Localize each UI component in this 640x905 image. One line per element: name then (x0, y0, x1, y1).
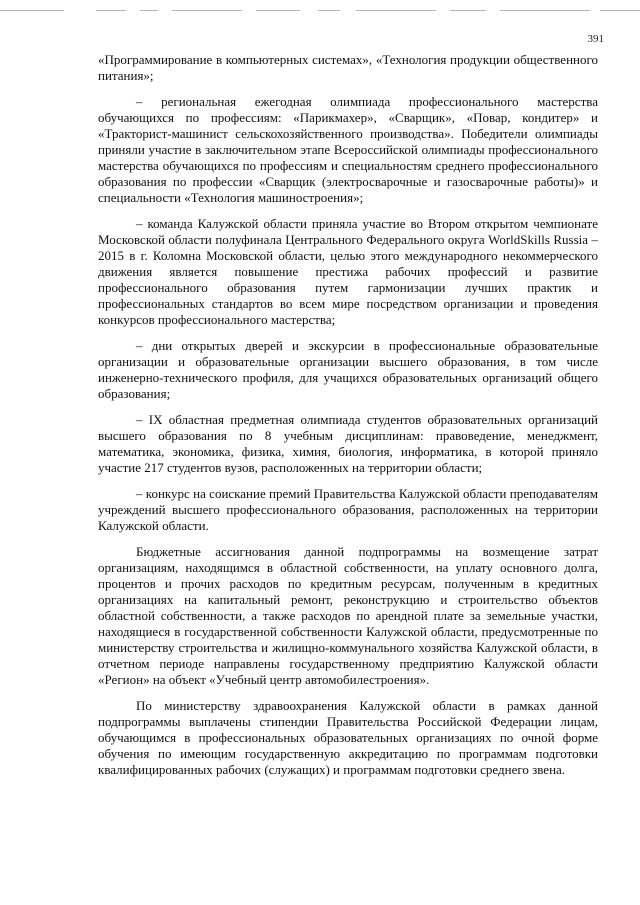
page-number: 391 (587, 33, 604, 45)
paragraph-open-days: – дни открытых дверей и экскурсии в профессиональные образовательные организации и образовательные организации высшего образования, в том числе инженерно-технического профиля, для учащихся образовательных организаций общего образования; (98, 338, 598, 401)
paragraph-budget-allocations: Бюджетные ассигнования данной подпрограммы на возмещение затрат организациям, находящимся в областной собственности, на уплату основного долга, процентов и прочих расходов по кредитным ресурсам, полученным в кредитных организациях на капитальный ремонт, реконструкцию и строительство объектов областной собственности, а также расходов по арендной плате за земельные участки, находящиеся в государственной собственности Калужской области, предусмотренные по министерству строительства и жилищно-коммунального хозяйства Калужской области, в отчетном периоде направлены государственному предприятию Калужской области «Регион» на объект «Учебный центр автомобилестроения». (98, 544, 598, 687)
paragraph-worldskills: – команда Калужской области приняла участие во Втором открытом чемпионате Московской области полуфинала Центрального Федерального округа WorldSkills Russia – 2015 в г. Коломна Московской области, целью этого международного некоммерческого движения является повышение престижа рабочих профессий и развитие профессионального образования путем гармонизации лучших практик и профессиональных стандартов во всем мире посредством организации и проведения конкурсов профессионального мастерства; (98, 216, 598, 327)
paragraph-student-olympiad: – IX областная предметная олимпиада студентов образовательных организаций высшего образования по 8 учебным дисциплинам: правоведение, менеджмент, математика, экономика, физика, химия, биология, информатика, в которой приняло участие 217 студентов вузов, расположенных на территории области; (98, 412, 598, 475)
paragraph-continuation: «Программирование в компьютерных системах», «Технология продукции общественного питания»; (98, 52, 598, 83)
document-body (98, 52, 598, 788)
paragraph-prize-contest: – конкурс на соискание премий Правительства Калужской области преподавателям учреждений высшего профессионального образования, расположенных на территории Калужской области. (98, 486, 598, 533)
scan-edge-artifact (0, 10, 640, 12)
paragraph-health-ministry: По министерству здравоохранения Калужской области в рамках данной подпрограммы выплачены стипендии Правительства Российской Федерации лицам, обучающимся в профессиональных образовательных организациях по очной форме обучения по имеющим государственную аккредитацию по программам подготовки квалифицированных рабочих (служащих) и программам подготовки среднего звена. (98, 698, 598, 777)
paragraph-olympiad-professions: – региональная ежегодная олимпиада профессионального мастерства обучающихся по профессиям: «Парикмахер», «Сварщик», «Повар, кондитер» и «Тракторист-машинист сельскохозяйственного производства». Победители олимпиады приняли участие в заключительном этапе Всероссийской олимпиады профессионального мастерства обучающихся по профессиям и специальностям среднего профессионального образования по профессии «Сварщик (электросварочные и газосварочные работы)» и специальности «Технология машиностроения»; (98, 94, 598, 205)
